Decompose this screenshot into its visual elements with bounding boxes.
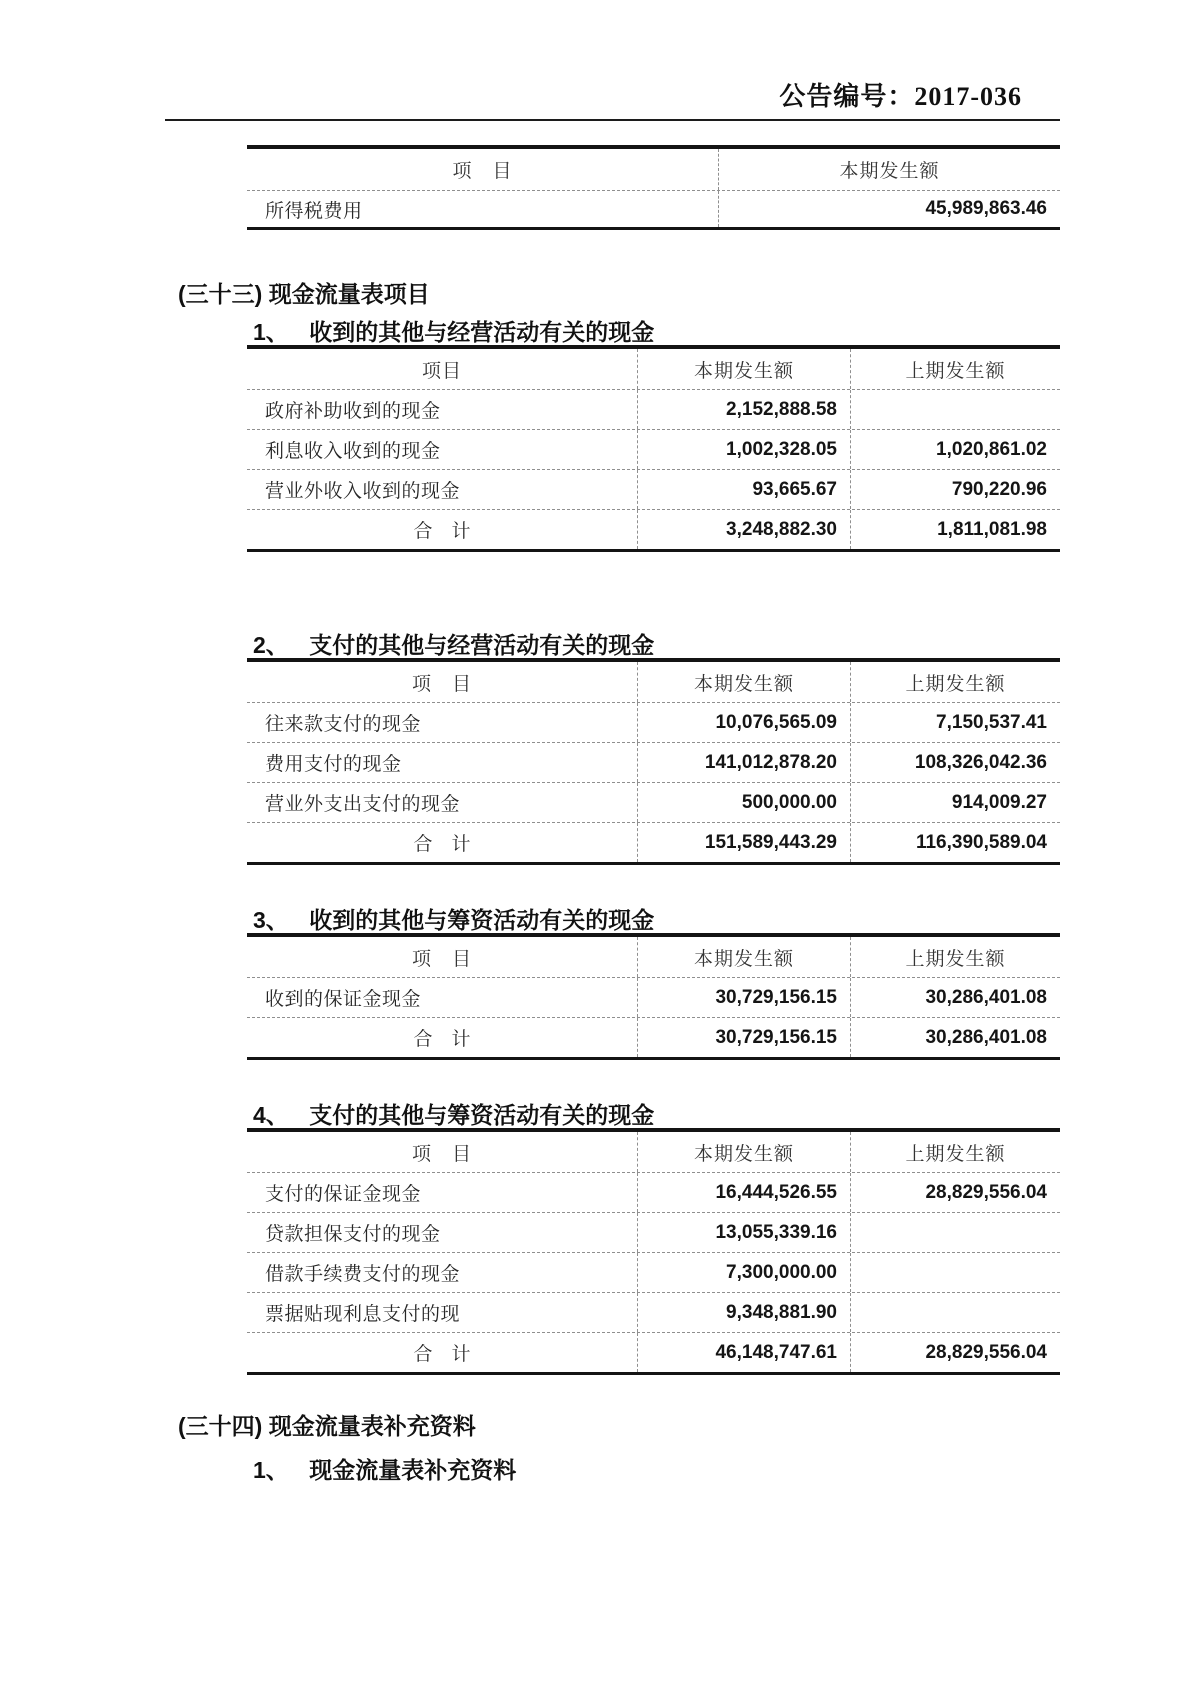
subsection-title: 支付的其他与经营活动有关的现金 bbox=[309, 632, 655, 658]
section-34-subheading bbox=[253, 1452, 516, 1485]
prior-amount-cell bbox=[850, 1293, 1060, 1332]
subsection-number: 1、 bbox=[253, 1457, 289, 1483]
current-amount-cell: 30,729,156.15 bbox=[637, 1018, 850, 1057]
subsection-number: 2、 bbox=[253, 632, 289, 658]
current-amount-cell: 3,248,882.30 bbox=[637, 510, 850, 549]
total-label-cell: 合 计 bbox=[413, 521, 471, 542]
item-cell: 所得税费用 bbox=[265, 200, 363, 222]
current-amount-cell: 7,300,000.00 bbox=[637, 1253, 850, 1292]
col-header-item: 项 目 bbox=[452, 161, 513, 182]
col-header-current: 本期发生额 bbox=[718, 149, 1060, 190]
col-header-current: 本期发生额 bbox=[637, 662, 850, 702]
current-amount-cell: 45,989,863.46 bbox=[718, 191, 1060, 227]
col-header-prior: 上期发生额 bbox=[850, 937, 1060, 977]
subsection-4-heading bbox=[253, 1097, 654, 1130]
item-cell: 借款手续费支付的现金 bbox=[265, 1264, 461, 1285]
col-header-item: 项目 bbox=[421, 360, 462, 382]
current-amount-cell: 9,348,881.90 bbox=[637, 1293, 850, 1332]
subsection-3-heading bbox=[253, 902, 654, 935]
total-row bbox=[247, 1018, 1060, 1057]
table-header-row bbox=[247, 349, 1060, 390]
total-row bbox=[247, 823, 1060, 862]
prior-amount-cell: 790,220.96 bbox=[850, 470, 1060, 509]
section-34-title: (三十四) 现金流量表补充资料 bbox=[178, 1413, 476, 1439]
section-33-title: (三十三) 现金流量表项目 bbox=[178, 281, 430, 307]
table-row bbox=[247, 1293, 1060, 1333]
table-row bbox=[247, 703, 1060, 743]
subsection-number: 3、 bbox=[253, 907, 289, 933]
total-label-cell: 合 计 bbox=[413, 1344, 471, 1365]
subsection-title: 支付的其他与筹资活动有关的现金 bbox=[309, 1102, 655, 1128]
prior-amount-cell: 7,150,537.41 bbox=[850, 703, 1060, 742]
item-cell: 票据贴现利息支付的现 bbox=[265, 1304, 461, 1325]
col-header-current: 本期发生额 bbox=[637, 349, 850, 389]
item-cell: 费用支付的现金 bbox=[265, 754, 402, 775]
table-row bbox=[247, 1253, 1060, 1293]
table-header-row bbox=[247, 149, 1060, 191]
item-cell: 政府补助收到的现金 bbox=[265, 401, 441, 422]
item-cell: 营业外支出支付的现金 bbox=[265, 794, 461, 815]
current-amount-cell: 30,729,156.15 bbox=[637, 978, 850, 1017]
col-header-item: 项 目 bbox=[411, 673, 472, 695]
table-row bbox=[247, 743, 1060, 783]
current-amount-cell: 1,002,328.05 bbox=[637, 430, 850, 469]
prior-amount-cell: 914,009.27 bbox=[850, 783, 1060, 822]
item-cell: 支付的保证金现金 bbox=[265, 1184, 422, 1205]
item-cell: 营业外收入收到的现金 bbox=[265, 481, 461, 502]
financing-payments-table bbox=[247, 1128, 1060, 1375]
table-row bbox=[247, 470, 1060, 510]
operating-payments-table bbox=[247, 658, 1060, 865]
current-amount-cell: 141,012,878.20 bbox=[637, 743, 850, 782]
table-row bbox=[247, 783, 1060, 823]
prior-amount-cell bbox=[850, 1213, 1060, 1252]
total-row bbox=[247, 510, 1060, 549]
col-header-current: 本期发生额 bbox=[637, 1132, 850, 1172]
prior-amount-cell: 30,286,401.08 bbox=[850, 1018, 1060, 1057]
announcement-number: 公告编号：2017-036 bbox=[779, 82, 1022, 111]
col-header-prior: 上期发生额 bbox=[850, 662, 1060, 702]
current-amount-cell: 2,152,888.58 bbox=[637, 390, 850, 429]
current-amount-cell: 10,076,565.09 bbox=[637, 703, 850, 742]
table-row bbox=[247, 390, 1060, 430]
item-cell: 往来款支付的现金 bbox=[265, 714, 422, 735]
prior-amount-cell: 1,020,861.02 bbox=[850, 430, 1060, 469]
header-rule bbox=[165, 119, 1060, 121]
income-tax-table bbox=[247, 145, 1060, 230]
current-amount-cell: 151,589,443.29 bbox=[637, 823, 850, 862]
table-header-row bbox=[247, 937, 1060, 978]
item-cell: 利息收入收到的现金 bbox=[265, 441, 441, 462]
item-cell: 贷款担保支付的现金 bbox=[265, 1224, 441, 1245]
item-cell: 收到的保证金现金 bbox=[265, 989, 422, 1010]
col-header-item: 项 目 bbox=[411, 948, 472, 970]
table-row bbox=[247, 430, 1060, 470]
operating-receipts-table bbox=[247, 345, 1060, 552]
prior-amount-cell bbox=[850, 390, 1060, 429]
prior-amount-cell bbox=[850, 1253, 1060, 1292]
current-amount-cell: 93,665.67 bbox=[637, 470, 850, 509]
current-amount-cell: 500,000.00 bbox=[637, 783, 850, 822]
prior-amount-cell: 30,286,401.08 bbox=[850, 978, 1060, 1017]
col-header-prior: 上期发生额 bbox=[850, 1132, 1060, 1172]
prior-amount-cell: 116,390,589.04 bbox=[850, 823, 1060, 862]
current-amount-cell: 46,148,747.61 bbox=[637, 1333, 850, 1372]
subsection-number: 4、 bbox=[253, 1102, 289, 1128]
subsection-title: 收到的其他与筹资活动有关的现金 bbox=[309, 907, 655, 933]
table-row bbox=[247, 1173, 1060, 1213]
current-amount-cell: 13,055,339.16 bbox=[637, 1213, 850, 1252]
col-header-item: 项 目 bbox=[411, 1143, 472, 1165]
total-label-cell: 合 计 bbox=[413, 1029, 471, 1050]
subsection-1-heading bbox=[253, 314, 654, 347]
col-header-prior: 上期发生额 bbox=[850, 349, 1060, 389]
table-row bbox=[247, 191, 1060, 227]
subsection-title: 收到的其他与经营活动有关的现金 bbox=[309, 319, 655, 345]
prior-amount-cell: 108,326,042.36 bbox=[850, 743, 1060, 782]
financing-receipts-table bbox=[247, 933, 1060, 1060]
col-header-current: 本期发生额 bbox=[637, 937, 850, 977]
table-row bbox=[247, 978, 1060, 1018]
total-label-cell: 合 计 bbox=[413, 834, 471, 855]
total-row bbox=[247, 1333, 1060, 1372]
subsection-title: 现金流量表补充资料 bbox=[309, 1457, 517, 1483]
prior-amount-cell: 1,811,081.98 bbox=[850, 510, 1060, 549]
subsection-2-heading bbox=[253, 627, 654, 660]
prior-amount-cell: 28,829,556.04 bbox=[850, 1333, 1060, 1372]
table-header-row bbox=[247, 1132, 1060, 1173]
prior-amount-cell: 28,829,556.04 bbox=[850, 1173, 1060, 1212]
table-row bbox=[247, 1213, 1060, 1253]
table-header-row bbox=[247, 662, 1060, 703]
current-amount-cell: 16,444,526.55 bbox=[637, 1173, 850, 1212]
subsection-number: 1、 bbox=[253, 319, 289, 345]
